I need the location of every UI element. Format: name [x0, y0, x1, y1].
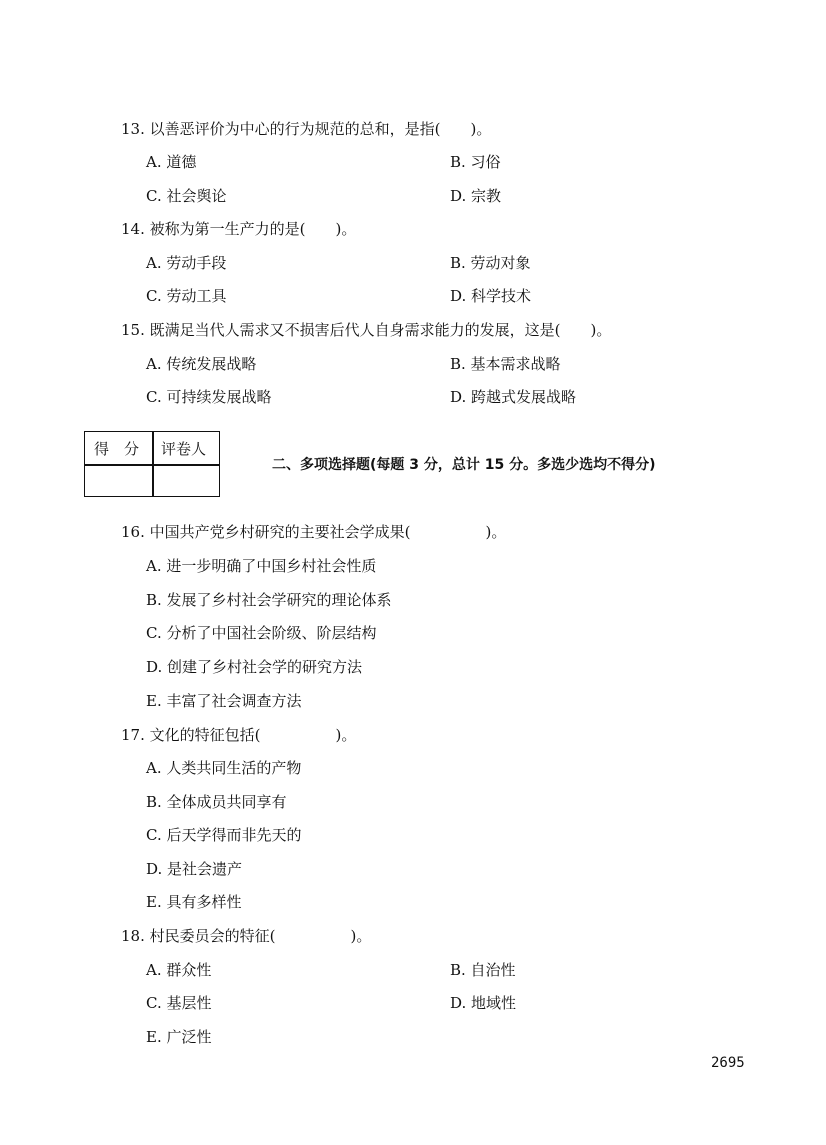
- question-16-option-c: C. 分析了中国社会阶级、阶层结构: [146, 624, 377, 642]
- question-16-option-b: B. 发展了乡村社会学研究的理论体系: [146, 591, 392, 609]
- question-14-option-a: A. 劳动手段: [146, 254, 227, 272]
- question-15-option-c: C. 可持续发展战略: [146, 388, 272, 406]
- question-15-option-b: B. 基本需求战略: [450, 355, 561, 373]
- question-17-option-c: C. 后天学得而非先天的: [146, 826, 302, 844]
- question-18-option-b: B. 自治性: [450, 961, 516, 979]
- question-16-stem: 16. 中国共产党乡村研究的主要社会学成果( )。: [121, 523, 507, 541]
- score-label: 得 分: [94, 440, 140, 458]
- page-number: 2695: [711, 1055, 745, 1071]
- section-2-title: 二、多项选择题(每题 3 分，总计 15 分。多选少选均不得分): [272, 457, 656, 473]
- question-17-option-e: E. 具有多样性: [146, 893, 242, 911]
- question-15-stem: 15. 既满足当代人需求又不损害后代人自身需求能力的发展，这是( )。: [121, 321, 612, 339]
- question-15-option-a: A. 传统发展战略: [146, 355, 257, 373]
- question-16-option-d: D. 创建了乡村社会学的研究方法: [146, 658, 363, 676]
- question-16-option-e: E. 丰富了社会调查方法: [146, 692, 302, 710]
- score-table: [84, 431, 220, 497]
- question-17-option-b: B. 全体成员共同享有: [146, 793, 287, 811]
- question-16-option-a: A. 进一步明确了中国乡村社会性质: [146, 557, 377, 575]
- question-18-option-d: D. 地域性: [450, 994, 517, 1012]
- question-13-stem: 13. 以善恶评价为中心的行为规范的总和，是指( )。: [121, 120, 492, 138]
- question-18-option-e: E. 广泛性: [146, 1028, 212, 1046]
- question-17-option-a: A. 人类共同生活的产物: [146, 759, 302, 777]
- question-18-stem: 18. 村民委员会的特征( )。: [121, 927, 372, 945]
- question-14-stem: 14. 被称为第一生产力的是( )。: [121, 220, 357, 238]
- grader-input-cell[interactable]: [154, 466, 219, 496]
- question-14-option-d: D. 科学技术: [450, 287, 532, 305]
- question-18-option-a: A. 群众性: [146, 961, 212, 979]
- question-17-stem: 17. 文化的特征包括( )。: [121, 726, 357, 744]
- question-13-option-c: C. 社会舆论: [146, 187, 227, 205]
- question-15-option-d: D. 跨越式发展战略: [450, 388, 577, 406]
- question-18-option-c: C. 基层性: [146, 994, 212, 1012]
- question-13-option-b: B. 习俗: [450, 153, 501, 171]
- question-17-option-d: D. 是社会遗产: [146, 860, 243, 878]
- question-13-option-d: D. 宗教: [450, 187, 502, 205]
- question-13-option-a: A. 道德: [146, 153, 197, 171]
- score-input-cell[interactable]: [85, 466, 151, 496]
- grader-label: 评卷人: [161, 440, 207, 458]
- question-14-option-b: B. 劳动对象: [450, 254, 531, 272]
- question-14-option-c: C. 劳动工具: [146, 287, 227, 305]
